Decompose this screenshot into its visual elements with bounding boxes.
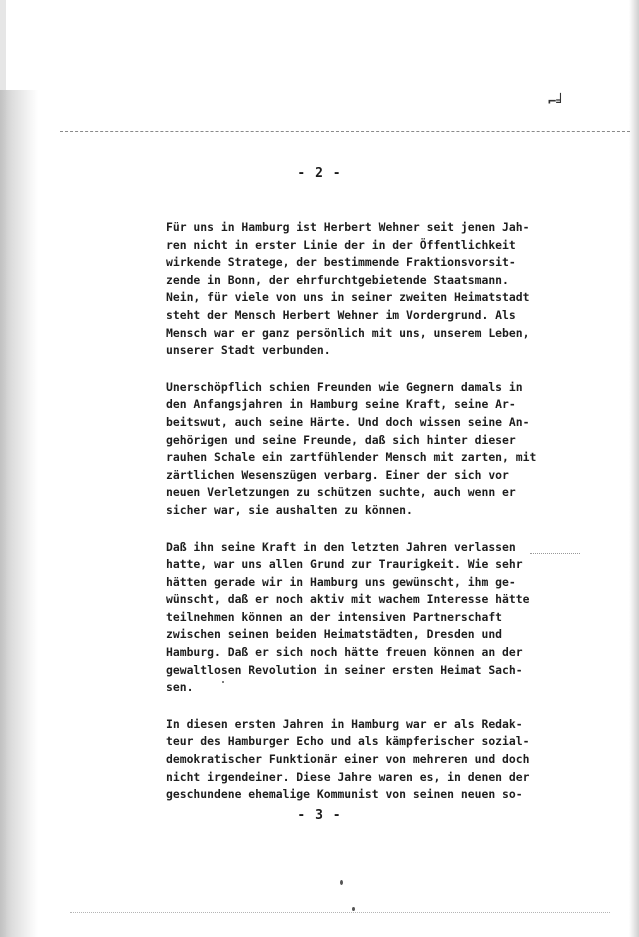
text-line: nicht irgendeiner. Diese Jahre waren es, in denen der — [166, 769, 530, 784]
next-page-marker: - 3 - — [297, 808, 342, 823]
text-line: teilnehmen können an der intensiven Partnerschaft — [166, 609, 503, 624]
text-line: beitswut, auch seine Härte. Und doch wissen seine An- — [166, 414, 530, 429]
text-line: sen. — [166, 680, 194, 695]
text-line: Daß ihn seine Kraft in den letzten Jahren verlassen — [166, 539, 516, 554]
text-line: gehörigen und seine Freunde, daß sich hinter dieser — [166, 432, 516, 447]
text-line: gewaltlosen Revolution in seiner ersten Heimat Sach- — [166, 662, 523, 677]
text-line: teur des Hamburger Echo und als kämpferischer sozial- — [166, 734, 530, 749]
paragraph — [166, 379, 586, 520]
scan-speck — [352, 907, 355, 911]
text-line: demokratischer Funktionär einer von mehreren und doch — [166, 752, 530, 767]
text-line: sicher war, sie aushalten zu können. — [166, 502, 413, 517]
body-text — [166, 219, 586, 823]
text-line: zwischen seinen beiden Heimatstädten, Dresden und — [166, 627, 503, 642]
text-line: wünscht, daß er noch aktiv mit wachem Interesse hätte — [166, 592, 530, 607]
text-line: Mensch war er ganz persönlich mit uns, unserem Leben, — [166, 325, 530, 340]
text-line: Hamburg. Daß er sich noch hätte freuen können an der — [166, 645, 523, 660]
text-line: ren nicht in erster Linie der in der Öffentlichkeit — [166, 237, 516, 252]
text-line: hätten gerade wir in Hamburg uns gewünscht, ihm ge- — [166, 574, 516, 589]
text-line: wirkende Stratege, der bestimmende Fraktionsvorsit- — [166, 255, 516, 270]
text-line: zärtlichen Wesenszügen verbarg. Einer der sich vor — [166, 467, 509, 482]
paragraph — [166, 716, 586, 804]
text-line: In diesen ersten Jahren in Hamburg war er als Redak- — [166, 716, 523, 731]
text-line: Unerschöpflich schien Freunden wie Gegnern damals in — [166, 379, 523, 394]
scan-speck — [340, 880, 343, 885]
top-rule — [60, 131, 630, 132]
scan-right-edge — [629, 0, 639, 937]
bottom-rule — [70, 912, 610, 913]
text-line: rauhen Schale ein zartfühlender Mensch mit zarten, mit — [166, 450, 537, 465]
text-line: zende in Bonn, der ehrfurchtgebietende Staatsmann. — [166, 272, 509, 287]
text-line: Für uns in Hamburg ist Herbert Wehner seit jenen Jah- — [166, 220, 530, 234]
text-line: hatte, war uns allen Grund zur Traurigkeit. Wie sehr — [166, 557, 523, 572]
text-line: unserer Stadt verbunden. — [166, 343, 331, 358]
margin-dashes — [530, 553, 580, 554]
text-line: den Anfangsjahren in Hamburg seine Kraft, seine Ar- — [166, 397, 516, 412]
text-line: steht der Mensch Herbert Wehner im Vordergrund. Als — [166, 307, 516, 322]
paragraph — [166, 539, 586, 697]
text-line: Nein, für viele von uns in seiner zweiten Heimatstadt — [166, 290, 530, 305]
page-number: - 2 - — [297, 166, 342, 181]
handwritten-mark-icon: ⌐╛ — [548, 94, 565, 110]
text-line: neuen Verletzungen zu schützen suchte, auch wenn er — [166, 485, 516, 500]
scan-speck — [222, 681, 224, 683]
paragraph — [166, 219, 586, 360]
text-line: geschundene ehemalige Kommunist von seinen neuen so- — [166, 787, 523, 802]
